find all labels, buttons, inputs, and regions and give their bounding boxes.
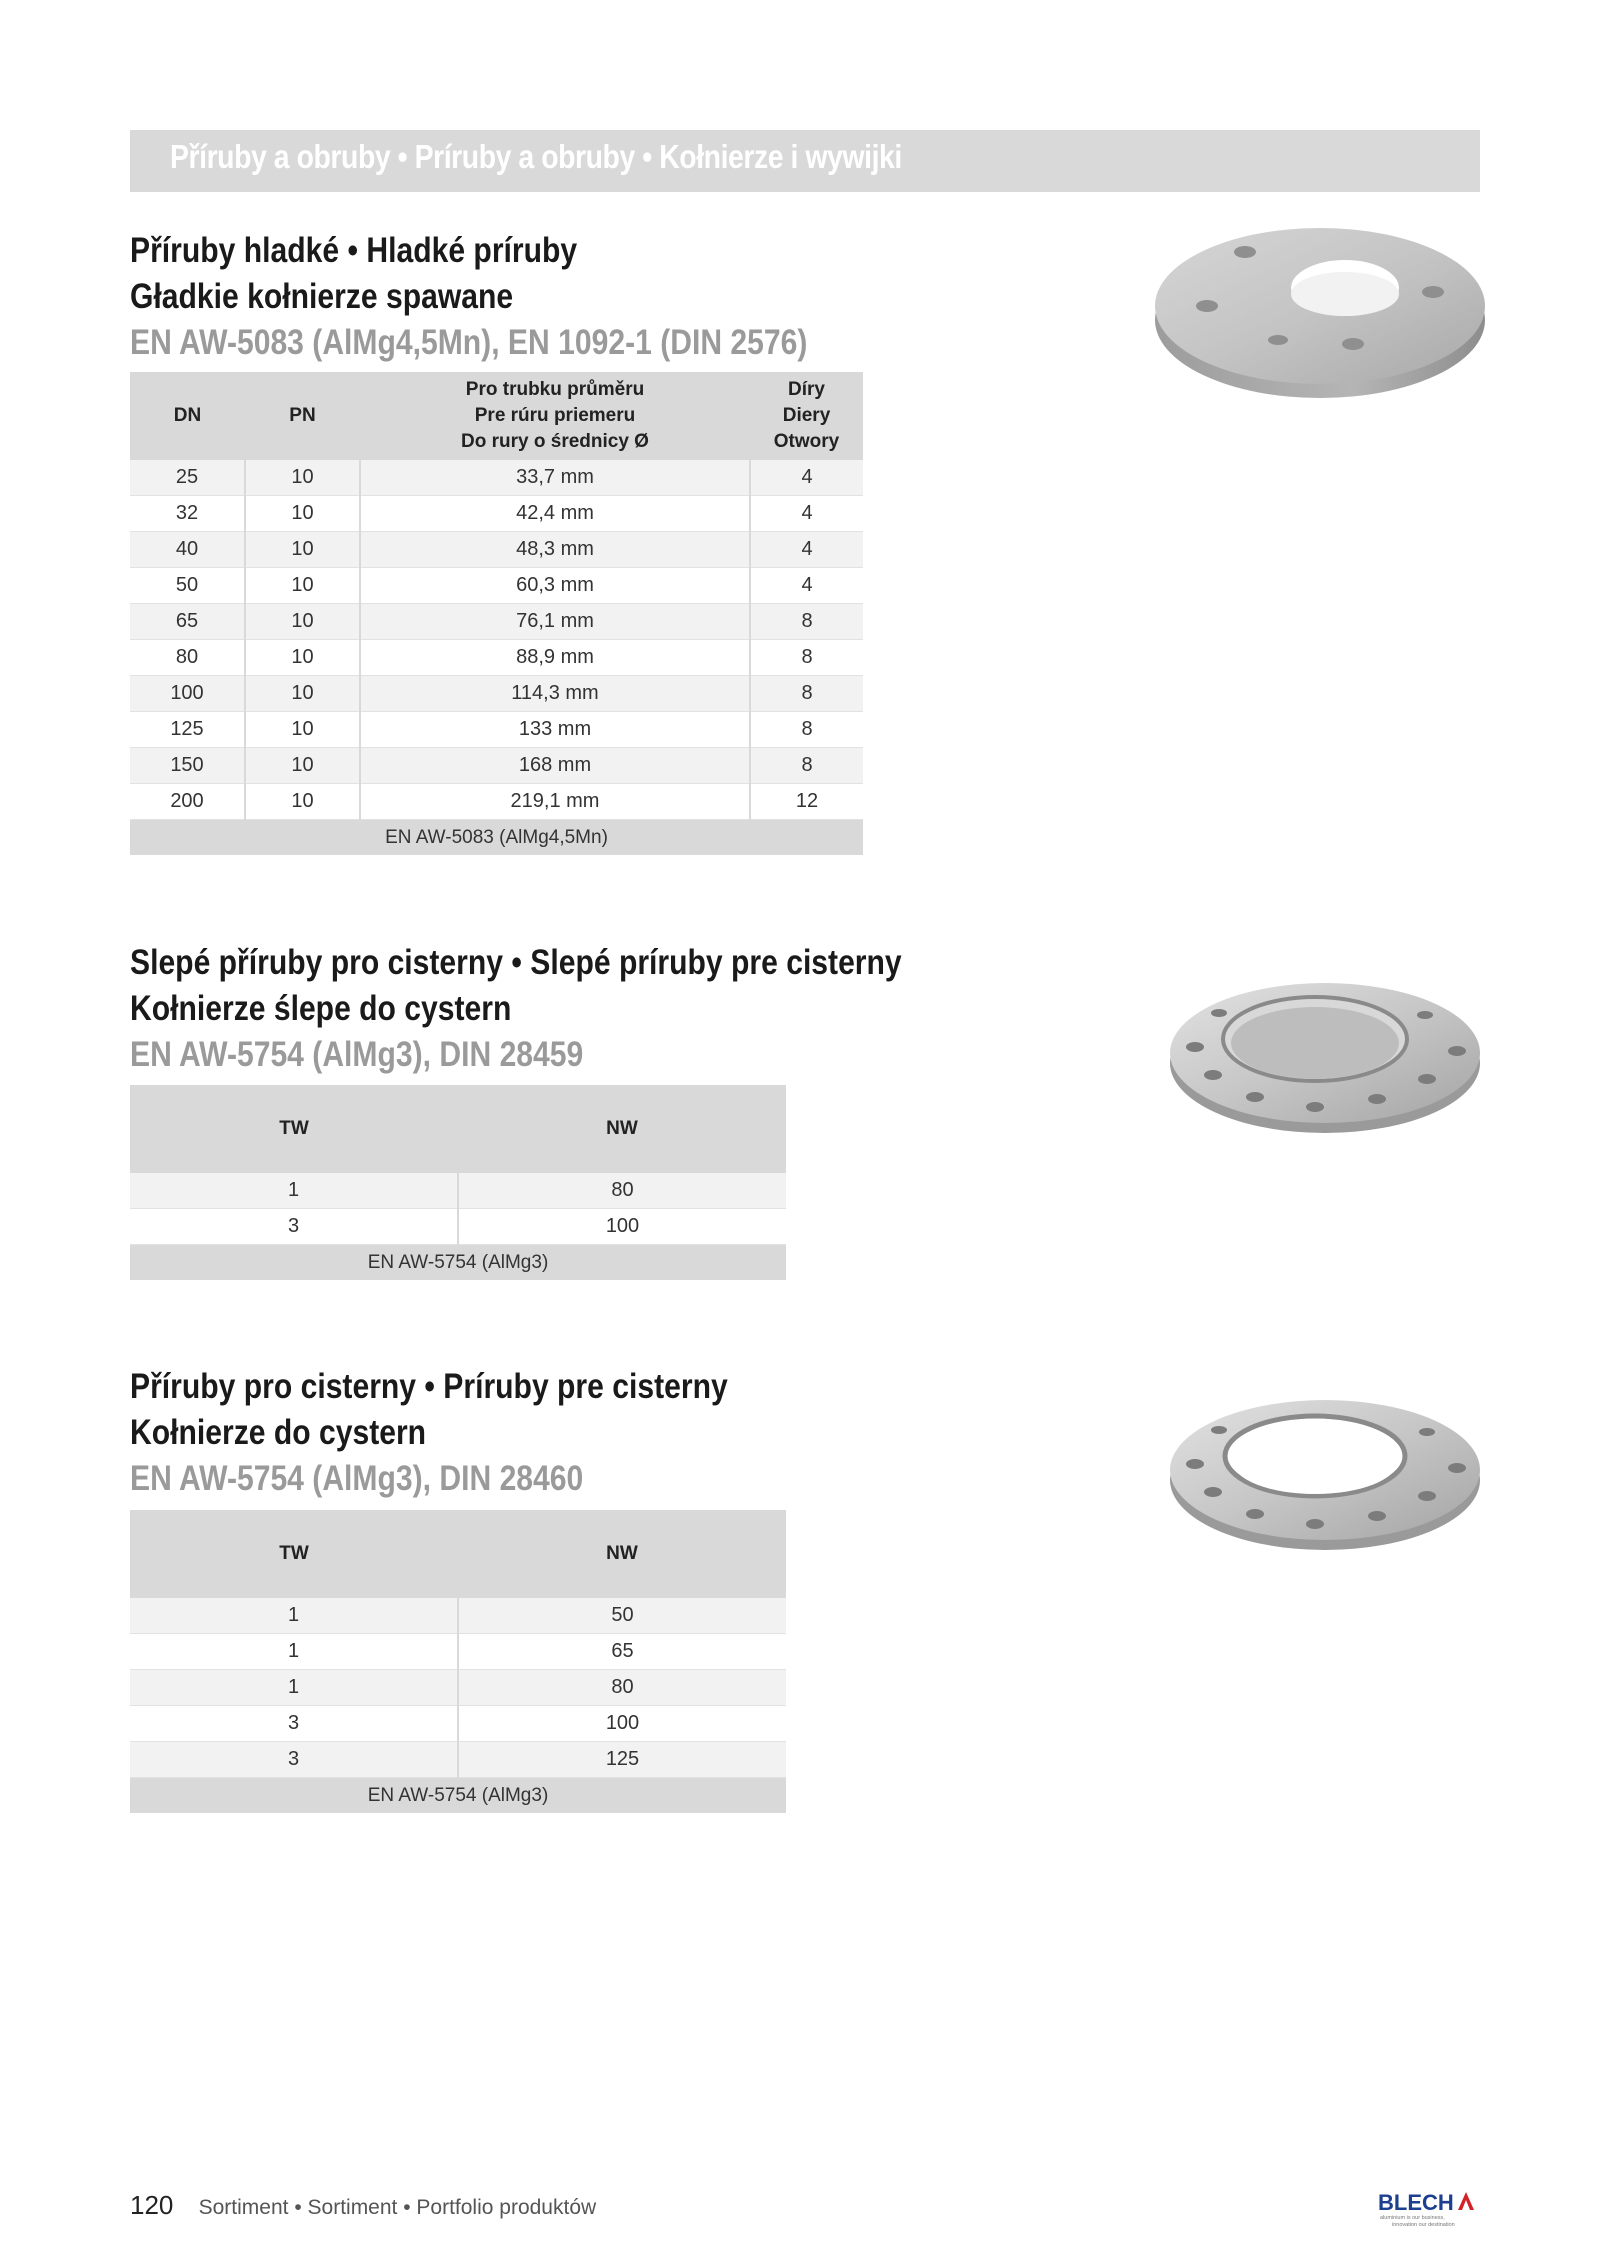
table-row	[130, 1634, 786, 1670]
cell-pipe-diameter: 33,7 mm	[360, 460, 750, 496]
cell-dn: 32	[130, 496, 245, 532]
table-row	[130, 1173, 786, 1209]
table-row	[130, 784, 863, 820]
table-row	[130, 496, 863, 532]
cell-holes: 8	[750, 712, 863, 748]
section-blind-tank-flanges	[130, 940, 1027, 1078]
flat-flange-table	[130, 372, 863, 855]
section-subheading: Kołnierze ślepe do cystern	[130, 989, 512, 1028]
table-row	[130, 1706, 786, 1742]
cell-pipe-diameter: 219,1 mm	[360, 784, 750, 820]
cell-nw: 100	[458, 1706, 786, 1742]
cell-dn: 80	[130, 640, 245, 676]
table-row	[130, 1670, 786, 1706]
cell-nw: 50	[458, 1598, 786, 1634]
blind-tank-flange-table	[130, 1085, 786, 1280]
cell-holes: 4	[750, 568, 863, 604]
cell-pn: 10	[245, 640, 360, 676]
cell-nw: 80	[458, 1173, 786, 1209]
cell-pn: 10	[245, 604, 360, 640]
cell-dn: 65	[130, 604, 245, 640]
table-row	[130, 640, 863, 676]
cell-holes: 4	[750, 532, 863, 568]
cell-pn: 10	[245, 712, 360, 748]
col-nw: NW	[606, 1118, 638, 1139]
col-nw: NW	[606, 1543, 638, 1564]
flat-flange-image	[1150, 222, 1490, 407]
section-subheading: Kołnierze do cystern	[130, 1413, 427, 1452]
table-row	[130, 568, 863, 604]
table-row	[130, 460, 863, 496]
table-row	[130, 1209, 786, 1245]
cell-holes: 8	[750, 748, 863, 784]
section-tank-flanges	[130, 1364, 825, 1502]
col-tw: TW	[279, 1118, 309, 1139]
cell-dn: 40	[130, 532, 245, 568]
cell-pn: 10	[245, 460, 360, 496]
cell-tw: 1	[130, 1670, 458, 1706]
table-row	[130, 1742, 786, 1778]
table-header-row	[130, 1510, 786, 1598]
section-subheading: Gładkie kołnierze spawane	[130, 277, 514, 316]
svg-text:innovation our destination: innovation our destination	[1392, 2222, 1455, 2228]
table-row	[130, 532, 863, 568]
page-footer	[130, 2190, 596, 2221]
cell-pipe-diameter: 114,3 mm	[360, 676, 750, 712]
table-row	[130, 604, 863, 640]
blecha-logo	[1378, 2188, 1482, 2228]
cell-holes: 4	[750, 460, 863, 496]
cell-pipe-diameter: 60,3 mm	[360, 568, 750, 604]
cell-pn: 10	[245, 784, 360, 820]
cell-pipe-diameter: 42,4 mm	[360, 496, 750, 532]
tank-flange-table	[130, 1510, 786, 1813]
cell-tw: 1	[130, 1634, 458, 1670]
cell-pipe-diameter: 168 mm	[360, 748, 750, 784]
section-heading: Slepé příruby pro cisterny • Slepé príruby pre cisterny	[130, 943, 902, 982]
page-number: 120	[130, 2190, 174, 2220]
cell-holes: 8	[750, 640, 863, 676]
cell-nw: 100	[458, 1209, 786, 1245]
cell-pn: 10	[245, 568, 360, 604]
col-holes: Díry Diery Otwory	[773, 379, 840, 452]
section-material: EN AW-5754 (AlMg3), DIN 28460	[130, 1459, 584, 1498]
tank-flange-image	[1165, 1390, 1485, 1560]
cell-tw: 3	[130, 1706, 458, 1742]
cell-tw: 3	[130, 1742, 458, 1778]
cell-dn: 200	[130, 784, 245, 820]
col-pn: PN	[289, 405, 316, 426]
col-tw: TW	[279, 1543, 309, 1564]
banner-title: Příruby a obruby • Príruby a obruby • Kołnierze i wywijki	[170, 138, 902, 175]
cell-pn: 10	[245, 496, 360, 532]
section-heading: Příruby pro cisterny • Príruby pre cisterny	[130, 1367, 728, 1406]
svg-text:aluminium is our business,: aluminium is our business,	[1380, 2215, 1445, 2221]
table-header-row	[130, 1085, 786, 1173]
table-footer-material: EN AW-5754 (AlMg3)	[130, 1778, 786, 1814]
col-pipe-diameter: Pro trubku průměru Pre rúru priemeru Do rury o średnicy Ø	[461, 379, 649, 452]
cell-pn: 10	[245, 532, 360, 568]
table-row	[130, 1598, 786, 1634]
cell-pn: 10	[245, 676, 360, 712]
cell-pipe-diameter: 133 mm	[360, 712, 750, 748]
cell-pipe-diameter: 76,1 mm	[360, 604, 750, 640]
cell-pipe-diameter: 48,3 mm	[360, 532, 750, 568]
table-footer-material: EN AW-5754 (AlMg3)	[130, 1245, 786, 1281]
blind-tank-flange-image	[1165, 975, 1485, 1145]
page-banner	[130, 130, 1480, 192]
cell-holes: 4	[750, 496, 863, 532]
section-material: EN AW-5083 (AlMg4,5Mn), EN 1092-1 (DIN 2576)	[130, 323, 808, 362]
cell-holes: 8	[750, 676, 863, 712]
svg-text:BLECH: BLECH	[1378, 2190, 1454, 2215]
cell-pipe-diameter: 88,9 mm	[360, 640, 750, 676]
table-row	[130, 712, 863, 748]
cell-tw: 1	[130, 1598, 458, 1634]
cell-nw: 65	[458, 1634, 786, 1670]
cell-dn: 50	[130, 568, 245, 604]
cell-tw: 3	[130, 1209, 458, 1245]
cell-nw: 125	[458, 1742, 786, 1778]
col-dn: DN	[173, 405, 202, 426]
section-heading: Příruby hladké • Hladké príruby	[130, 231, 578, 270]
section-flat-flanges	[130, 228, 918, 366]
cell-dn: 150	[130, 748, 245, 784]
cell-holes: 12	[750, 784, 863, 820]
cell-pn: 10	[245, 748, 360, 784]
cell-dn: 125	[130, 712, 245, 748]
table-row	[130, 676, 863, 712]
table-footer-material: EN AW-5083 (AlMg4,5Mn)	[130, 820, 863, 856]
footer-text: Sortiment • Sortiment • Portfolio produktów	[198, 2196, 597, 2219]
table-row	[130, 748, 863, 784]
cell-dn: 100	[130, 676, 245, 712]
cell-dn: 25	[130, 460, 245, 496]
cell-nw: 80	[458, 1670, 786, 1706]
cell-holes: 8	[750, 604, 863, 640]
table-header-row	[130, 372, 863, 460]
section-material: EN AW-5754 (AlMg3), DIN 28459	[130, 1035, 584, 1074]
cell-tw: 1	[130, 1173, 458, 1209]
